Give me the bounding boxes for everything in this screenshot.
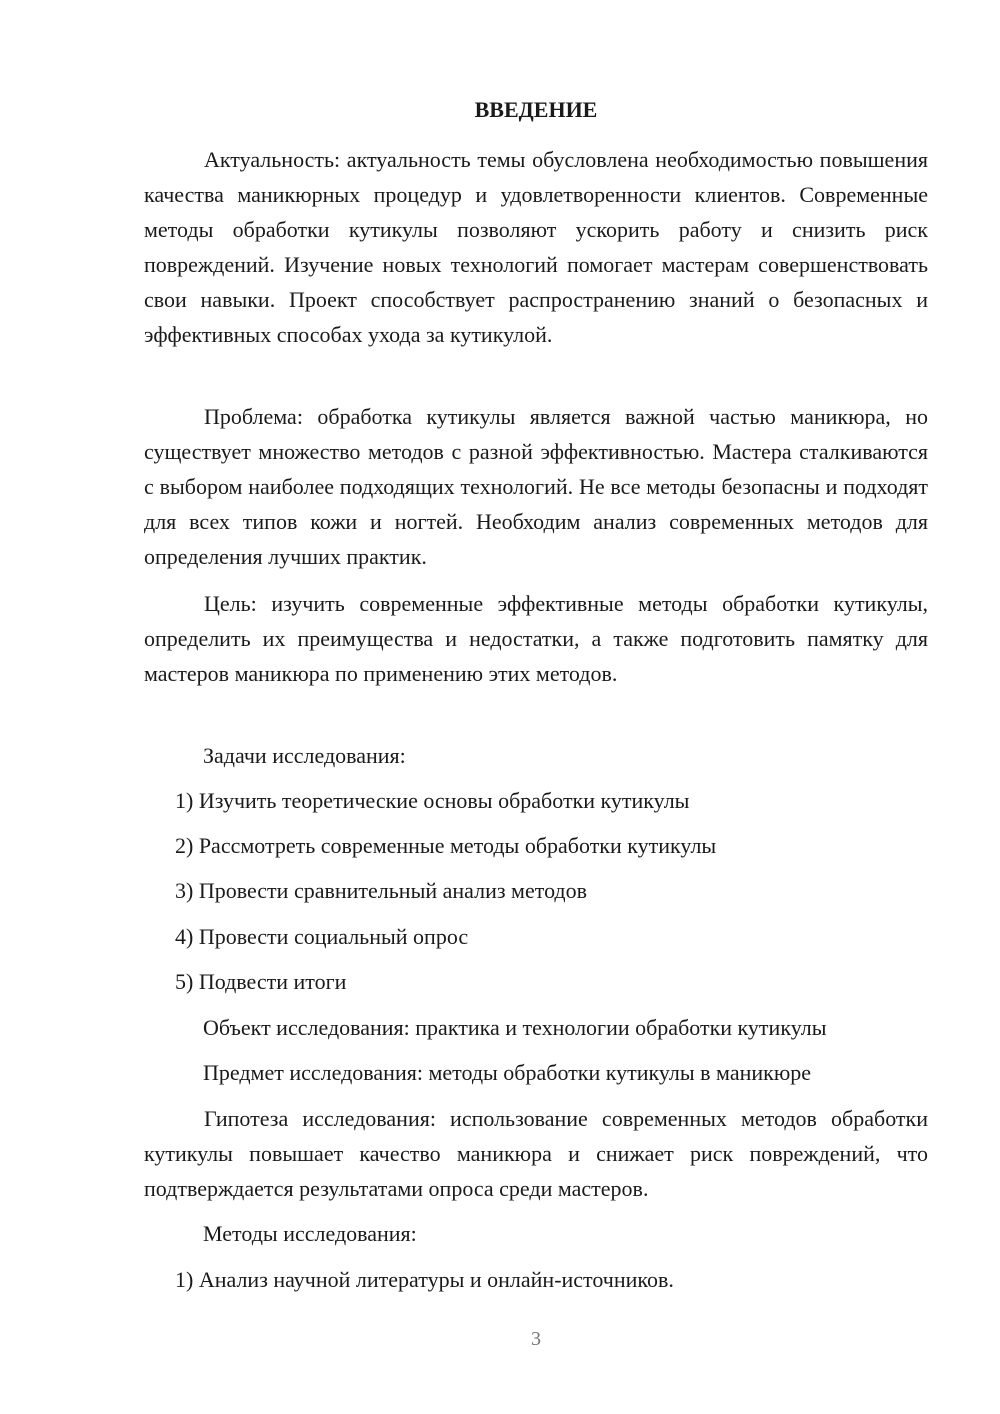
research-object: Объект исследования: практика и технологии обработки кутикулы <box>203 1015 827 1040</box>
goal-paragraph: Цель: изучить современные эффективные методы обработки кутикулы, определить их преимущества и недостатки, а также подготовить памятку для мастеров маникюра по применению этих методов. <box>144 591 928 686</box>
page-title: ВВЕДЕНИЕ <box>474 97 598 122</box>
list-item: 2) Рассмотреть современные методы обработки кутикулы <box>175 833 717 858</box>
page-number: 3 <box>531 1328 541 1350</box>
tasks-heading: Задачи исследования: <box>203 743 406 768</box>
problem-paragraph: Проблема: обработка кутикулы является важной частью маникюра, но существует множество методов с разной эффективностью. Мастера сталкиваются с выбором наиболее подходящих технологий. Не все методы безопасны и подходят для всех типов кожи и ногтей. Необходим анализ современных методов для определения лучших практик. <box>144 404 928 569</box>
research-subject: Предмет исследования: методы обработки кутикулы в маникюре <box>203 1060 812 1085</box>
hypothesis-paragraph: Гипотеза исследования: использование современных методов обработки кутикулы повышает качество маникюра и снижает риск повреждений, что подтверждается результатами опроса среди мастеров. <box>144 1106 928 1201</box>
relevance-paragraph: Актуальность: актуальность темы обусловлена необходимостью повышения качества маникюрных процедур и удовлетворенности клиентов. Современные методы обработки кутикулы позволяют ускорить работу и снизить риск повреждений. Изучение новых технологий помогает мастерам совершенствовать свои навыки. Проект способствует распространению знаний о безопасных и эффективных способах ухода за кутикулой. <box>144 147 928 347</box>
list-item: 5) Подвести итоги <box>175 969 347 994</box>
list-item: 1) Анализ научной литературы и онлайн-источников. <box>175 1267 674 1292</box>
list-item: 3) Провести сравнительный анализ методов <box>175 878 588 903</box>
methods-heading: Методы исследования: <box>203 1221 417 1246</box>
list-item: 1) Изучить теоретические основы обработки кутикулы <box>175 788 690 813</box>
list-item: 4) Провести социальный опрос <box>175 924 469 949</box>
